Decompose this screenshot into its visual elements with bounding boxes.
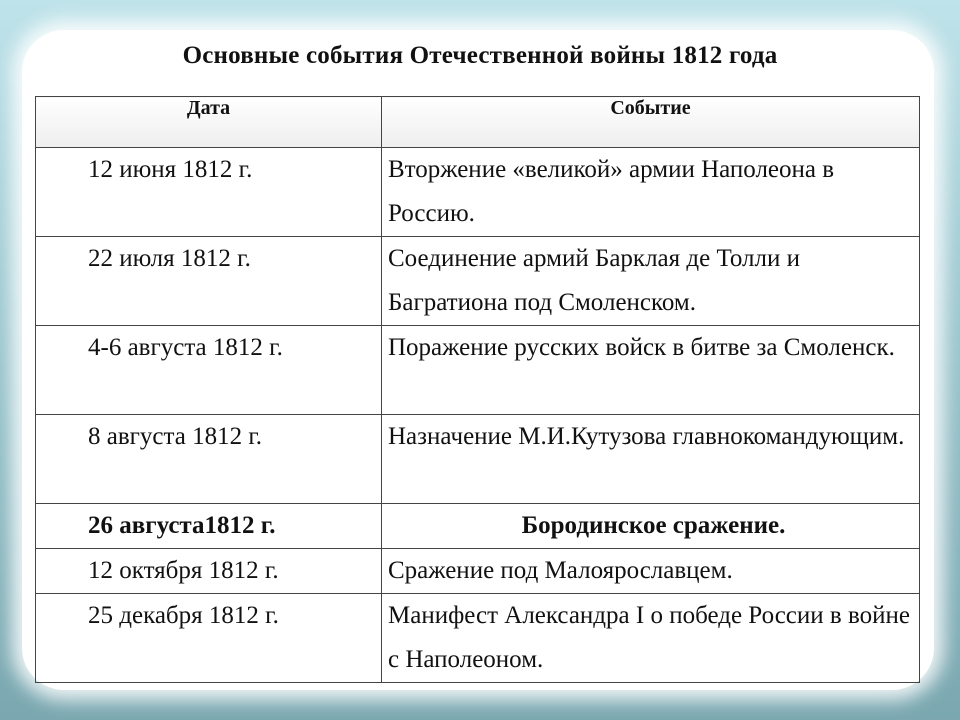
table-row [36,237,920,326]
date-cell: 4-6 августа 1812 г. [36,326,382,415]
date-cell: 22 июля 1812 г. [36,237,382,326]
event-cell: Бородинское сражение. [382,504,920,549]
date-cell: 25 декабря 1812 г. [36,594,382,683]
table-row [36,594,920,683]
events-table [35,96,920,683]
event-cell: Вторжение «великой» армии Наполеона в Россию. [382,148,920,237]
date-cell: 8 августа 1812 г. [36,415,382,504]
event-cell: Поражение русских войск в битве за Смоленск. [382,326,920,415]
table-header-row [36,97,920,148]
date-cell: 12 октября 1812 г. [36,549,382,594]
table-row [36,326,920,415]
page-title: Основные события Отечественной войны 1812 года [182,42,778,69]
table-row-highlight [36,504,920,549]
header-date: Дата [36,97,382,148]
table-row [36,148,920,237]
event-cell: Соединение армий Барклая де Толли и Багратиона под Смоленском. [382,237,920,326]
date-cell: 12 июня 1812 г. [36,148,382,237]
header-event: Событие [382,97,920,148]
event-cell: Манифест Александра I о победе России в войне с Наполеоном. [382,594,920,683]
table-row [36,415,920,504]
event-cell: Назначение М.И.Кутузова главнокомандующим. [382,415,920,504]
event-cell: Сражение под Малоярославцем. [382,549,920,594]
table-row [36,549,920,594]
date-cell: 26 августа1812 г. [36,504,382,549]
